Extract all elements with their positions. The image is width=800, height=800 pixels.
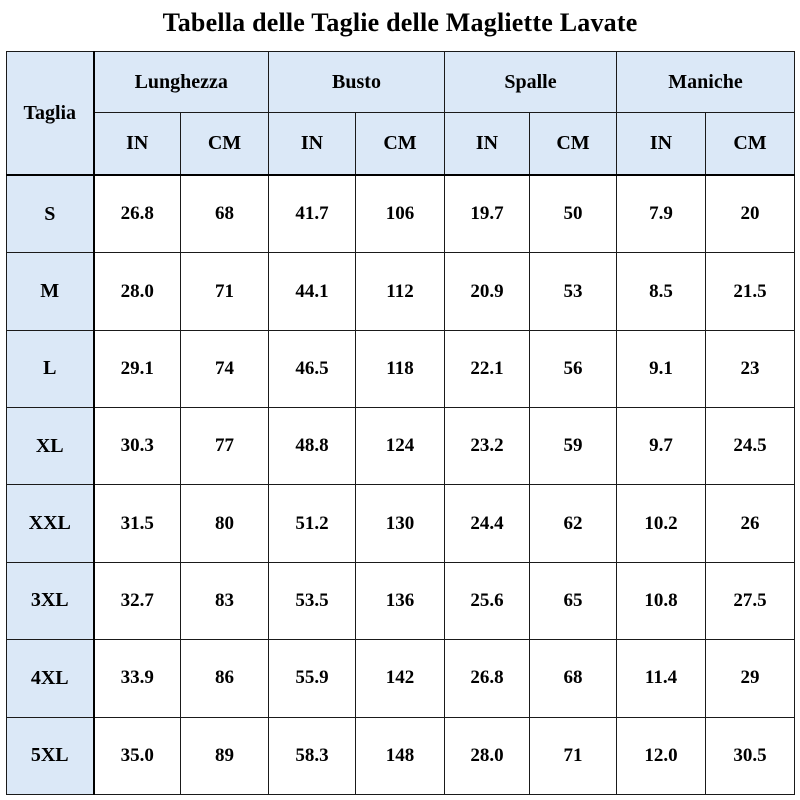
measurement-cell: 20 xyxy=(706,175,795,253)
measurement-cell: 86 xyxy=(181,640,269,717)
measurement-cell: 59 xyxy=(530,408,617,485)
measurement-cell: 29 xyxy=(706,640,795,717)
table-row xyxy=(7,562,795,639)
measurement-cell: 23.2 xyxy=(445,408,530,485)
measurement-cell: 24.4 xyxy=(445,485,530,562)
measurement-cell: 12.0 xyxy=(617,717,706,794)
measurement-cell: 51.2 xyxy=(269,485,356,562)
measurement-cell: 26.8 xyxy=(94,175,181,253)
group-header-length: Lunghezza xyxy=(94,52,269,113)
measurement-cell: 28.0 xyxy=(445,717,530,794)
unit-header: CM xyxy=(181,113,269,176)
measurement-cell: 24.5 xyxy=(706,408,795,485)
size-chart-table xyxy=(6,51,795,795)
measurement-cell: 7.9 xyxy=(617,175,706,253)
measurement-cell: 55.9 xyxy=(269,640,356,717)
table-row xyxy=(7,330,795,407)
measurement-cell: 65 xyxy=(530,562,617,639)
measurement-cell: 32.7 xyxy=(94,562,181,639)
measurement-cell: 148 xyxy=(356,717,445,794)
measurement-cell: 106 xyxy=(356,175,445,253)
measurement-cell: 130 xyxy=(356,485,445,562)
unit-header: IN xyxy=(94,113,181,176)
measurement-cell: 46.5 xyxy=(269,330,356,407)
measurement-cell: 83 xyxy=(181,562,269,639)
measurement-cell: 124 xyxy=(356,408,445,485)
size-label: XXL xyxy=(7,485,94,562)
table-row xyxy=(7,253,795,330)
size-label: 3XL xyxy=(7,562,94,639)
unit-header: IN xyxy=(617,113,706,176)
measurement-cell: 68 xyxy=(530,640,617,717)
size-label: 4XL xyxy=(7,640,94,717)
size-label: L xyxy=(7,330,94,407)
group-header-sleeves: Maniche xyxy=(617,52,795,113)
measurement-cell: 8.5 xyxy=(617,253,706,330)
measurement-cell: 112 xyxy=(356,253,445,330)
unit-header: IN xyxy=(269,113,356,176)
measurement-cell: 77 xyxy=(181,408,269,485)
measurement-cell: 22.1 xyxy=(445,330,530,407)
measurement-cell: 26.8 xyxy=(445,640,530,717)
measurement-cell: 9.1 xyxy=(617,330,706,407)
measurement-cell: 44.1 xyxy=(269,253,356,330)
size-label: 5XL xyxy=(7,717,94,794)
table-row xyxy=(7,485,795,562)
measurement-cell: 21.5 xyxy=(706,253,795,330)
measurement-cell: 30.5 xyxy=(706,717,795,794)
measurement-cell: 58.3 xyxy=(269,717,356,794)
page-title: Tabella delle Taglie delle Magliette Lavate xyxy=(162,8,638,37)
measurement-cell: 25.6 xyxy=(445,562,530,639)
measurement-cell: 118 xyxy=(356,330,445,407)
measurement-cell: 80 xyxy=(181,485,269,562)
measurement-cell: 30.3 xyxy=(94,408,181,485)
measurement-cell: 53 xyxy=(530,253,617,330)
table-row xyxy=(7,640,795,717)
unit-header: CM xyxy=(706,113,795,176)
measurement-cell: 142 xyxy=(356,640,445,717)
measurement-cell: 89 xyxy=(181,717,269,794)
table-row xyxy=(7,175,795,253)
measurement-cell: 10.2 xyxy=(617,485,706,562)
measurement-cell: 33.9 xyxy=(94,640,181,717)
unit-header: CM xyxy=(356,113,445,176)
measurement-cell: 20.9 xyxy=(445,253,530,330)
measurement-cell: 31.5 xyxy=(94,485,181,562)
group-header-chest: Busto xyxy=(269,52,445,113)
measurement-cell: 68 xyxy=(181,175,269,253)
measurement-cell: 9.7 xyxy=(617,408,706,485)
group-header-shoulders: Spalle xyxy=(445,52,617,113)
measurement-cell: 53.5 xyxy=(269,562,356,639)
table-row xyxy=(7,717,795,794)
measurement-cell: 41.7 xyxy=(269,175,356,253)
size-label: M xyxy=(7,253,94,330)
measurement-cell: 28.0 xyxy=(94,253,181,330)
measurement-cell: 136 xyxy=(356,562,445,639)
measurement-cell: 26 xyxy=(706,485,795,562)
measurement-cell: 29.1 xyxy=(94,330,181,407)
measurement-cell: 62 xyxy=(530,485,617,562)
measurement-cell: 27.5 xyxy=(706,562,795,639)
table-row xyxy=(7,408,795,485)
measurement-cell: 56 xyxy=(530,330,617,407)
measurement-cell: 35.0 xyxy=(94,717,181,794)
measurement-cell: 11.4 xyxy=(617,640,706,717)
measurement-cell: 10.8 xyxy=(617,562,706,639)
unit-header: IN xyxy=(445,113,530,176)
measurement-cell: 50 xyxy=(530,175,617,253)
size-column-header: Taglia xyxy=(7,52,94,176)
measurement-cell: 74 xyxy=(181,330,269,407)
measurement-cell: 48.8 xyxy=(269,408,356,485)
size-label: S xyxy=(7,175,94,253)
unit-header: CM xyxy=(530,113,617,176)
measurement-cell: 71 xyxy=(181,253,269,330)
measurement-cell: 23 xyxy=(706,330,795,407)
size-label: XL xyxy=(7,408,94,485)
measurement-cell: 71 xyxy=(530,717,617,794)
measurement-cell: 19.7 xyxy=(445,175,530,253)
